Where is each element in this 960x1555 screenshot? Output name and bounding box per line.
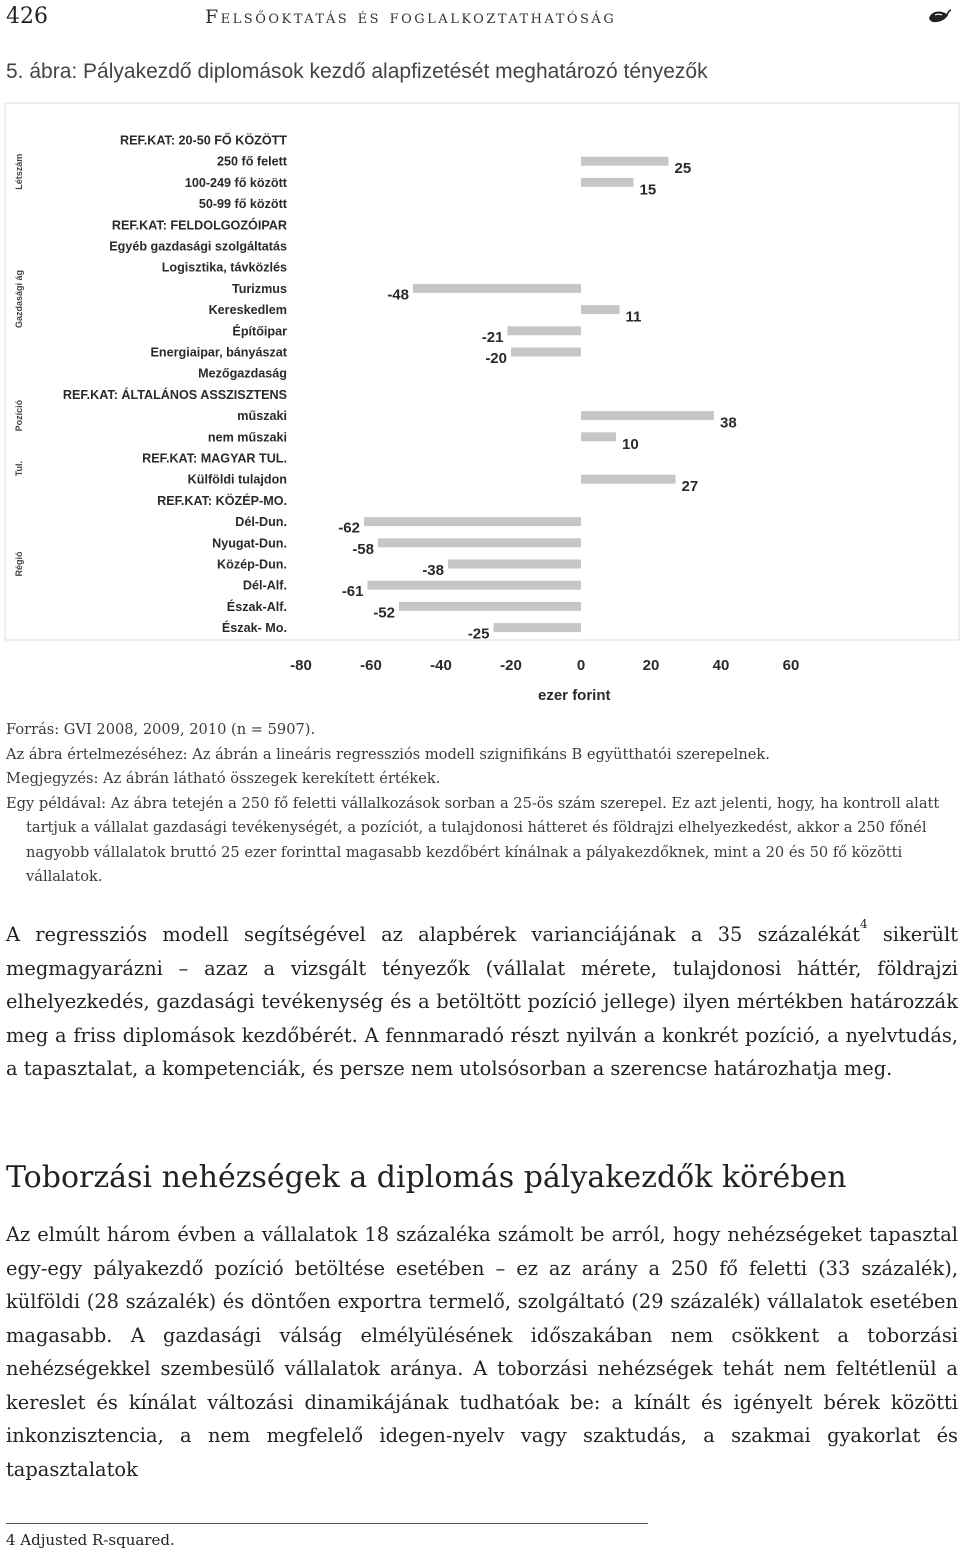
category-label: Dél-Alf. bbox=[242, 578, 287, 593]
x-tick-label: 60 bbox=[782, 657, 800, 674]
body-paragraph-1 bbox=[6, 918, 958, 1086]
bar bbox=[581, 178, 634, 187]
bar bbox=[581, 432, 616, 441]
source-note: Forrás: GVI 2008, 2009, 2010 (n = 5907). bbox=[6, 721, 316, 738]
group-label: Létszám bbox=[14, 153, 24, 190]
bar-chart bbox=[4, 102, 960, 702]
value-label: -61 bbox=[341, 583, 364, 601]
category-label: nem műszaki bbox=[207, 430, 287, 445]
value-label: -48 bbox=[387, 286, 409, 304]
x-tick-label: 0 bbox=[576, 657, 586, 674]
bar bbox=[508, 326, 582, 335]
body-paragraph-2: Az elmúlt három évben a vállalatok 18 százaléka számolt be arról, hogy nehézségeket tapasztal egy-egy pályakezdő pozíció betöltése esetében – ez az arány a 250 fő feletti (33 százalék), külföldi (28 százalék) és döntően exportra termelő, szolgáltató (29 százalék) vállalatok esetében magasabb. A gazdasági válság elmélyülésének időszakában nem csökkent a toborzási nehézségekkel szembesülő vállalatok aránya. A toborzási nehézségek tehát nem feltétlenül a kereslet és kínálat változási dinamikájának tudhatóak be: a kínált és igényelt bérek közötti inkonzisztencia, a nem megfelelő idegen-nyelv vagy szaktudás, a szakmai gyakorlat és tapasztalatok bbox=[6, 1223, 958, 1481]
bar bbox=[378, 538, 581, 547]
value-label: -21 bbox=[481, 328, 504, 346]
bar bbox=[581, 157, 669, 166]
paragraph-1-text-a: A regressziós modell segítségével az alapbérek varianciájának a 35 százalékát bbox=[6, 923, 860, 946]
x-tick-label: 40 bbox=[712, 657, 730, 674]
category-label: Építőipar bbox=[232, 324, 287, 339]
value-label: -58 bbox=[352, 540, 374, 558]
category-label: Dél-Dun. bbox=[235, 515, 287, 530]
bar bbox=[494, 623, 582, 632]
category-label: 100-249 fő között bbox=[184, 175, 287, 190]
category-label: REF.KAT: KÖZÉP-MO. bbox=[157, 493, 287, 508]
bar bbox=[448, 560, 581, 569]
value-label: -52 bbox=[373, 604, 395, 622]
remark-note: Megjegyzés: Az ábrán látható összegek kerekített értékek. bbox=[6, 770, 441, 787]
value-label: -25 bbox=[467, 625, 490, 643]
category-label: Észak- Mo. bbox=[221, 621, 287, 636]
running-title: Felsőoktatás és foglalkoztathatóság bbox=[205, 6, 617, 28]
example-note: Egy példával: Az ábra tetején a 250 fő feletti vállalkozások sorban a 25-ös szám szerepel. Ez azt jelenti, hogy, ha kontroll alatt tartjuk a vállalat gazdasági tevékenységét, a pozíciót, a tulajdonosi hátteret és földrajzi elhelyezkedést, akkor a 250 főnél nagyobb vállalatok bruttó 25 ezer forinttal magasabb kezdőbért kínálnak a pályakezdőknek, mint a 20 és 50 fő közötti vállalatok. bbox=[6, 794, 940, 885]
bar bbox=[413, 284, 581, 293]
figure-notes bbox=[6, 718, 956, 890]
value-label: 25 bbox=[674, 160, 692, 178]
footnote-divider bbox=[6, 1523, 648, 1524]
x-tick-label: -20 bbox=[500, 657, 522, 674]
value-label: -20 bbox=[485, 350, 507, 367]
figure-title: 5. ábra: Pályakezdő diplomások kezdő alapfizetését meghatározó tényezők bbox=[6, 60, 708, 83]
bar bbox=[581, 305, 620, 314]
bar bbox=[364, 517, 581, 526]
value-label: 10 bbox=[622, 435, 639, 453]
bar bbox=[368, 581, 582, 590]
x-tick-label: -80 bbox=[290, 657, 312, 674]
paragraph-1-text-b: sikerült megmagyarázni – azaz a vizsgált tényezők (vállalat mérete, tulajdonosi háttér, földrajzi elhelyezkedés, gazdasági tevékenység és a betöltött pozíció jellege) ilyen mértékben határozzák meg a friss diplomások kezdőbérét. A fennmaradó részt nyilván a konkrét pozíció, a nyelvtudás, a tapasztalat, a kompetenciák, és persze nem utolsósorban a szerencse határozhatja meg. bbox=[6, 923, 958, 1080]
section-heading: Toborzási nehézségek a diplomás pályakezdők körében bbox=[6, 1160, 847, 1195]
category-label: Kereskedlem bbox=[208, 303, 287, 318]
category-label: Turizmus bbox=[231, 281, 287, 296]
group-label: Tul. bbox=[14, 460, 24, 477]
value-label: 15 bbox=[639, 181, 657, 199]
group-label: Régió bbox=[14, 551, 24, 577]
value-label: -38 bbox=[422, 562, 444, 579]
footnote: 4 Adjusted R-squared. bbox=[6, 1531, 175, 1549]
bar bbox=[581, 411, 714, 420]
bar bbox=[511, 348, 581, 357]
x-axis-label: ezer forint bbox=[538, 687, 611, 702]
category-label: Energiaipar, bányászat bbox=[150, 345, 287, 360]
category-label: REF.KAT: ÁLTALÁNOS ASSZISZTENS bbox=[62, 387, 287, 402]
category-label: Külföldi tulajdon bbox=[187, 472, 287, 487]
category-label: Közép-Dun. bbox=[217, 557, 287, 572]
value-label: -62 bbox=[338, 519, 360, 537]
category-label: Észak-Alf. bbox=[226, 599, 287, 614]
category-label: Logisztika, távközlés bbox=[161, 260, 287, 275]
group-label: Gazdasági ág bbox=[14, 269, 24, 329]
x-tick-label: 20 bbox=[642, 657, 660, 674]
page-number: 426 bbox=[6, 4, 48, 29]
category-label: Nyugat-Dun. bbox=[212, 536, 287, 551]
category-label: 50-99 fő között bbox=[198, 197, 287, 212]
footnote-ref[interactable]: 4 bbox=[859, 917, 868, 931]
value-label: 11 bbox=[625, 308, 642, 326]
x-tick-label: -60 bbox=[360, 657, 382, 674]
value-label: 27 bbox=[681, 478, 699, 496]
bar bbox=[581, 475, 676, 484]
category-label: Egyéb gazdasági szolgáltatás bbox=[109, 239, 287, 254]
value-label: 38 bbox=[720, 414, 737, 432]
category-label: REF.KAT: 20-50 FŐ KÖZÖTT bbox=[120, 133, 287, 148]
category-label: 250 fő felett bbox=[217, 154, 287, 169]
group-label: Pozíció bbox=[14, 399, 24, 432]
interpretation-note: Az ábra értelmezéséhez: Az ábrán a lineáris regressziós modell szignifikáns B együtthatói szerepelnek. bbox=[6, 745, 770, 763]
bar bbox=[399, 602, 581, 611]
chart-frame bbox=[5, 103, 959, 640]
category-label: REF.KAT: MAGYAR TUL. bbox=[142, 451, 287, 466]
category-label: műszaki bbox=[237, 409, 287, 424]
category-label: Mezőgazdaság bbox=[198, 366, 287, 381]
category-label: REF.KAT: FELDOLGOZÓIPAR bbox=[111, 218, 287, 233]
pepper-icon bbox=[926, 6, 952, 28]
x-tick-label: -40 bbox=[430, 657, 452, 674]
page-header bbox=[0, 0, 960, 40]
chart-canvas bbox=[4, 102, 960, 702]
